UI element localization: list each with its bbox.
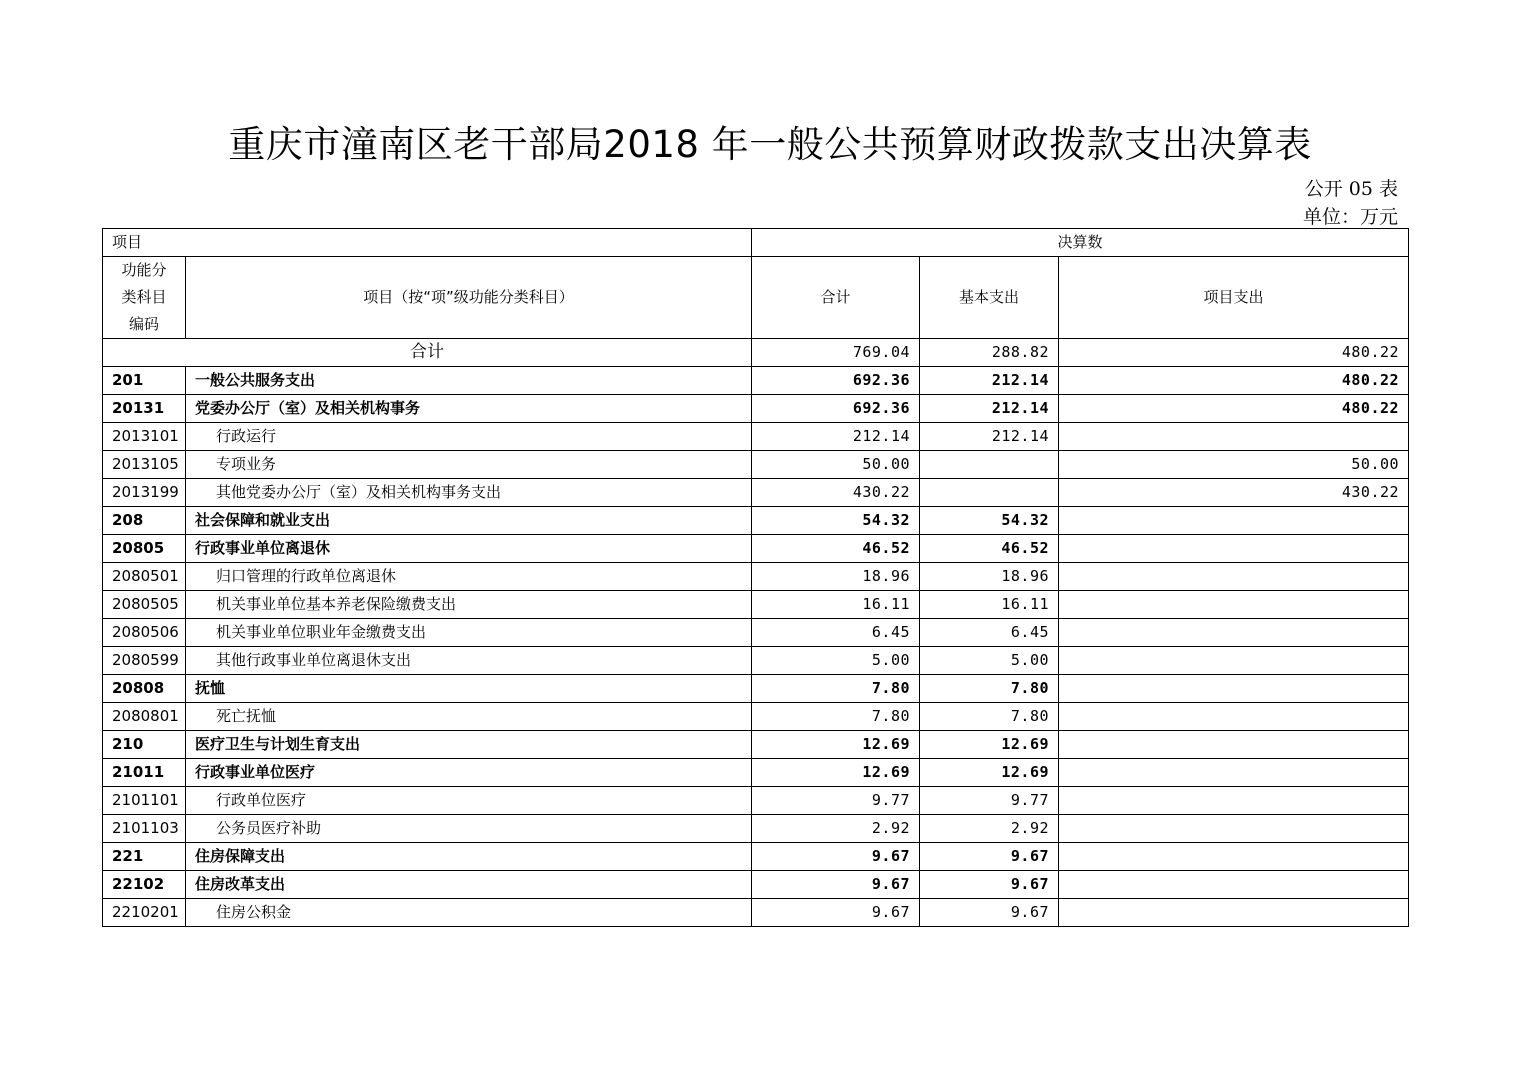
row-total: 6.45 [752, 619, 920, 647]
row-name: 行政事业单位离退休 [186, 535, 752, 563]
row-name: 死亡抚恤 [186, 703, 752, 731]
row-total: 46.52 [752, 535, 920, 563]
row-code: 221 [103, 843, 186, 871]
table-row [103, 647, 1409, 675]
row-total: 212.14 [752, 423, 920, 451]
table-row [103, 899, 1409, 927]
table-row [103, 703, 1409, 731]
row-name: 机关事业单位职业年金缴费支出 [186, 619, 752, 647]
total-project: 480.22 [1059, 339, 1409, 367]
row-name: 抚恤 [186, 675, 752, 703]
row-name: 专项业务 [186, 451, 752, 479]
header-total-col: 合计 [752, 257, 920, 339]
table-row [103, 619, 1409, 647]
row-basic: 5.00 [920, 647, 1059, 675]
row-project [1059, 899, 1409, 927]
table-row [103, 591, 1409, 619]
row-basic [920, 479, 1059, 507]
row-basic: 2.92 [920, 815, 1059, 843]
row-total: 12.69 [752, 759, 920, 787]
table-row [103, 423, 1409, 451]
row-name: 住房保障支出 [186, 843, 752, 871]
table-row [103, 479, 1409, 507]
unit-label: 单位：万元 [1302, 206, 1398, 228]
row-project: 480.22 [1059, 367, 1409, 395]
row-code: 201 [103, 367, 186, 395]
row-basic: 212.14 [920, 423, 1059, 451]
row-name: 行政事业单位医疗 [186, 759, 752, 787]
row-project [1059, 815, 1409, 843]
table-body [103, 229, 1409, 927]
row-total: 5.00 [752, 647, 920, 675]
total-amount: 769.04 [752, 339, 920, 367]
row-basic: 9.77 [920, 787, 1059, 815]
row-code: 2080501 [103, 563, 186, 591]
page-title: 重庆市潼南区老干部局2018 年一般公共预算财政拨款支出决算表 [228, 123, 1312, 166]
row-code: 210 [103, 731, 186, 759]
row-total: 12.69 [752, 731, 920, 759]
row-code: 2210201 [103, 899, 186, 927]
row-basic: 12.69 [920, 759, 1059, 787]
row-total: 9.67 [752, 871, 920, 899]
row-basic: 9.67 [920, 871, 1059, 899]
row-basic: 9.67 [920, 899, 1059, 927]
table-row [103, 395, 1409, 423]
table-row [103, 451, 1409, 479]
row-code: 2080599 [103, 647, 186, 675]
row-project [1059, 591, 1409, 619]
row-code: 2080801 [103, 703, 186, 731]
table-row [103, 675, 1409, 703]
table-row [103, 843, 1409, 871]
row-name: 一般公共服务支出 [186, 367, 752, 395]
row-code: 2013199 [103, 479, 186, 507]
row-total: 692.36 [752, 367, 920, 395]
header-row-top [103, 229, 1409, 257]
row-code: 2101103 [103, 815, 186, 843]
row-total: 54.32 [752, 507, 920, 535]
row-code: 2013101 [103, 423, 186, 451]
header-final: 决算数 [752, 229, 1409, 257]
table-row [103, 871, 1409, 899]
total-label: 合计 [103, 339, 752, 367]
row-project: 50.00 [1059, 451, 1409, 479]
row-basic: 7.80 [920, 703, 1059, 731]
row-project [1059, 871, 1409, 899]
row-basic: 9.67 [920, 843, 1059, 871]
table-row [103, 787, 1409, 815]
table-row [103, 563, 1409, 591]
row-name: 机关事业单位基本养老保险缴费支出 [186, 591, 752, 619]
row-basic: 12.69 [920, 731, 1059, 759]
row-total: 18.96 [752, 563, 920, 591]
row-project [1059, 563, 1409, 591]
row-code: 20131 [103, 395, 186, 423]
row-basic: 7.80 [920, 675, 1059, 703]
table-row [103, 507, 1409, 535]
row-basic: 212.14 [920, 395, 1059, 423]
row-name: 其他党委办公厅（室）及相关机构事务支出 [186, 479, 752, 507]
row-project [1059, 843, 1409, 871]
row-basic: 6.45 [920, 619, 1059, 647]
table-row [103, 815, 1409, 843]
row-name: 行政单位医疗 [186, 787, 752, 815]
row-name: 行政运行 [186, 423, 752, 451]
row-code: 208 [103, 507, 186, 535]
row-name: 其他行政事业单位离退休支出 [186, 647, 752, 675]
row-project [1059, 675, 1409, 703]
row-name: 党委办公厅（室）及相关机构事务 [186, 395, 752, 423]
header-name-col: 项目（按“项”级功能分类科目） [186, 257, 752, 339]
row-basic: 212.14 [920, 367, 1059, 395]
row-name: 住房公积金 [186, 899, 752, 927]
row-project [1059, 703, 1409, 731]
row-code: 20805 [103, 535, 186, 563]
row-code: 2080506 [103, 619, 186, 647]
row-total: 692.36 [752, 395, 920, 423]
row-basic: 16.11 [920, 591, 1059, 619]
table-row [103, 367, 1409, 395]
header-project-col: 项目支出 [1059, 257, 1409, 339]
row-total: 9.67 [752, 843, 920, 871]
row-total: 50.00 [752, 451, 920, 479]
budget-table [102, 228, 1409, 927]
row-total: 7.80 [752, 675, 920, 703]
form-number: 公开 05 表 [1304, 178, 1398, 200]
row-basic: 54.32 [920, 507, 1059, 535]
header-row-columns [103, 257, 1409, 339]
table-row [103, 759, 1409, 787]
row-code: 21011 [103, 759, 186, 787]
row-total: 16.11 [752, 591, 920, 619]
table-row [103, 535, 1409, 563]
row-name: 医疗卫生与计划生育支出 [186, 731, 752, 759]
row-code: 2080505 [103, 591, 186, 619]
total-basic: 288.82 [920, 339, 1059, 367]
row-project [1059, 787, 1409, 815]
row-project [1059, 507, 1409, 535]
row-project [1059, 619, 1409, 647]
row-name: 社会保障和就业支出 [186, 507, 752, 535]
header-item: 项目 [103, 229, 752, 257]
row-basic [920, 451, 1059, 479]
row-basic: 18.96 [920, 563, 1059, 591]
header-basic-col: 基本支出 [920, 257, 1059, 339]
row-project [1059, 759, 1409, 787]
row-code: 22102 [103, 871, 186, 899]
row-name: 归口管理的行政单位离退休 [186, 563, 752, 591]
row-total: 9.67 [752, 899, 920, 927]
row-project [1059, 423, 1409, 451]
row-total: 430.22 [752, 479, 920, 507]
row-project: 430.22 [1059, 479, 1409, 507]
row-basic: 46.52 [920, 535, 1059, 563]
row-project: 480.22 [1059, 395, 1409, 423]
row-project [1059, 647, 1409, 675]
row-total: 7.80 [752, 703, 920, 731]
header-code-col: 功能分类科目编码 [103, 257, 186, 339]
row-name: 住房改革支出 [186, 871, 752, 899]
row-total: 2.92 [752, 815, 920, 843]
row-name: 公务员医疗补助 [186, 815, 752, 843]
total-row [103, 339, 1409, 367]
row-project [1059, 535, 1409, 563]
row-total: 9.77 [752, 787, 920, 815]
row-code: 20808 [103, 675, 186, 703]
row-code: 2101101 [103, 787, 186, 815]
row-code: 2013105 [103, 451, 186, 479]
table-row [103, 731, 1409, 759]
row-project [1059, 731, 1409, 759]
